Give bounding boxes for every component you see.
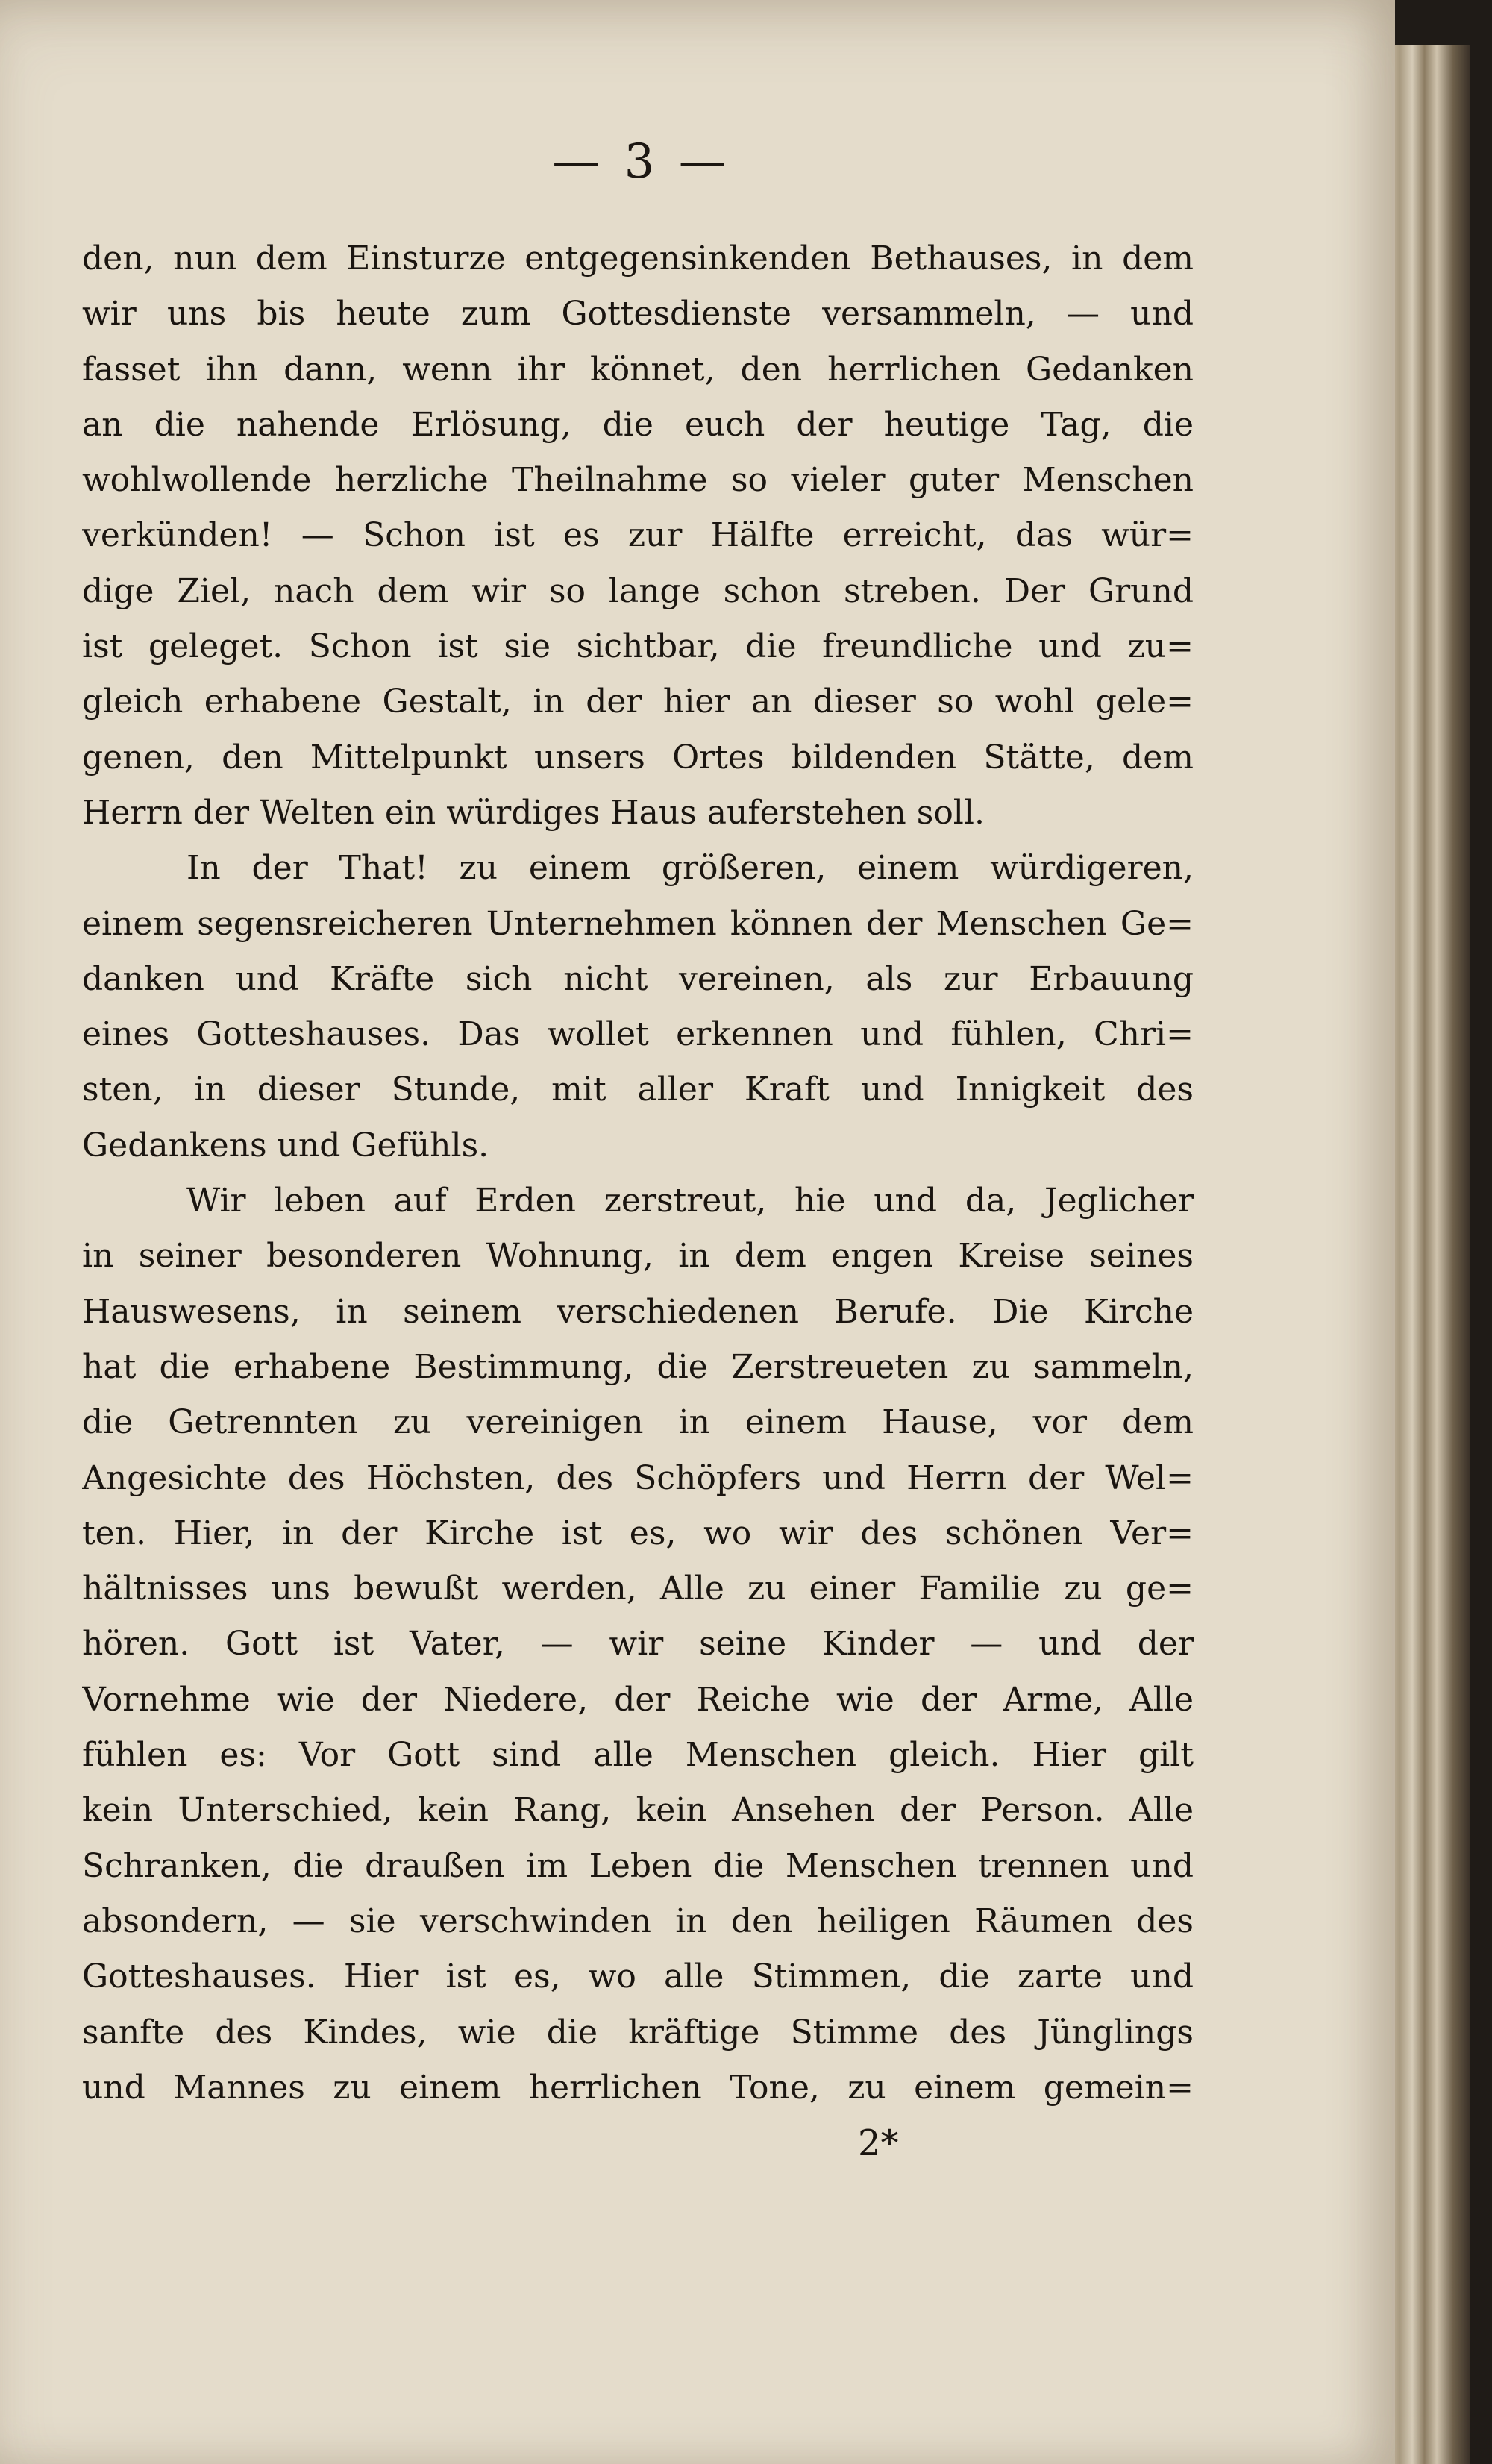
text-line: kein Unterschied, kein Rang, kein Ansehen der Person. Alle xyxy=(82,1791,1194,1830)
text-line: hören. Gott ist Vater, — wir seine Kinder — und der xyxy=(82,1625,1194,1664)
text-line: danken und Kräfte sich nicht vereinen, als zur Erbauung xyxy=(82,959,1194,998)
text-line: hat die erhabene Bestimmung, die Zerstreueten zu sammeln, xyxy=(82,1347,1194,1386)
text-line: sanfte des Kindes, wie die kräftige Stimme des Jünglings xyxy=(82,2013,1194,2051)
text-line: absondern, — sie verschwinden in den heiligen Räumen des xyxy=(82,1902,1194,1940)
text-line: ten. Hier, in der Kirche ist es, wo wir des schönen Ver= xyxy=(82,1514,1194,1552)
text-line: Gedankens und Gefühls. xyxy=(82,1126,489,1164)
text-line: fühlen es: Vor Gott sind alle Menschen gleich. Hier gilt xyxy=(82,1736,1194,1775)
text-line: dige Ziel, nach dem wir so lange schon streben. Der Grund xyxy=(82,571,1194,610)
text-line: Herrn der Welten ein würdiges Haus auferstehen soll. xyxy=(82,793,985,832)
text-line: Angesichte des Höchsten, des Schöpfers und Herrn der Wel= xyxy=(82,1458,1194,1497)
text-line: gleich erhabene Gestalt, in der hier an dieser so wohl gele= xyxy=(82,683,1194,721)
text-line: ist geleget. Schon ist sie sichtbar, die freundliche und zu= xyxy=(82,627,1194,666)
text-line: Wir leben auf Erden zerstreut, hie und da, Jeglicher xyxy=(186,1182,1194,1220)
text-line: genen, den Mittelpunkt unsers Ortes bildenden Stätte, dem xyxy=(82,738,1194,777)
text-line: fasset ihn dann, wenn ihr könnet, den herrlichen Gedanken xyxy=(82,350,1194,389)
body-text xyxy=(82,231,1194,2116)
text-line: Schranken, die draußen im Leben die Menschen trennen und xyxy=(82,1846,1194,1885)
text-line: und Mannes zu einem herrlichen Tone, zu einem gemein= xyxy=(82,2068,1194,2107)
text-line: in seiner besonderen Wohnung, in dem engen Kreise seines xyxy=(82,1237,1194,1276)
signature-mark: 2* xyxy=(858,2122,899,2164)
text-line: Gotteshauses. Hier ist es, wo alle Stimmen, die zarte und xyxy=(82,1957,1194,1996)
text-line: einem segensreicheren Unternehmen können der Menschen Ge= xyxy=(82,904,1194,943)
text-line: hältnisses uns bewußt werden, Alle zu einer Familie zu ge= xyxy=(82,1570,1194,1608)
text-line: Hauswesens, in seinem verschiedenen Berufe. Die Kirche xyxy=(82,1292,1194,1331)
text-line: eines Gotteshauses. Das wollet erkennen und fühlen, Chri= xyxy=(82,1015,1194,1054)
text-line: verkünden! — Schon ist es zur Hälfte erreicht, das wür= xyxy=(82,516,1194,555)
page-number: — 3 — xyxy=(552,134,731,189)
text-line: an die nahende Erlösung, die euch der heutige Tag, die xyxy=(82,405,1194,444)
text-line: sten, in dieser Stunde, mit aller Kraft und Innigkeit des xyxy=(82,1070,1194,1109)
book-page-edges xyxy=(1388,45,1470,2464)
text-line: wir uns bis heute zum Gottesdienste versammeln, — und xyxy=(82,295,1194,333)
text-line: Vornehme wie der Niedere, der Reiche wie der Arme, Alle xyxy=(82,1680,1194,1719)
text-line: wohlwollende herzliche Theilnahme so vieler guter Menschen xyxy=(82,461,1194,500)
text-line: den, nun dem Einsturze entgegensinkenden Bethauses, in dem xyxy=(82,239,1194,278)
text-line: die Getrennten zu vereinigen in einem Hause, vor dem xyxy=(82,1403,1194,1442)
text-line: In der That! zu einem größeren, einem würdigeren, xyxy=(186,849,1194,888)
